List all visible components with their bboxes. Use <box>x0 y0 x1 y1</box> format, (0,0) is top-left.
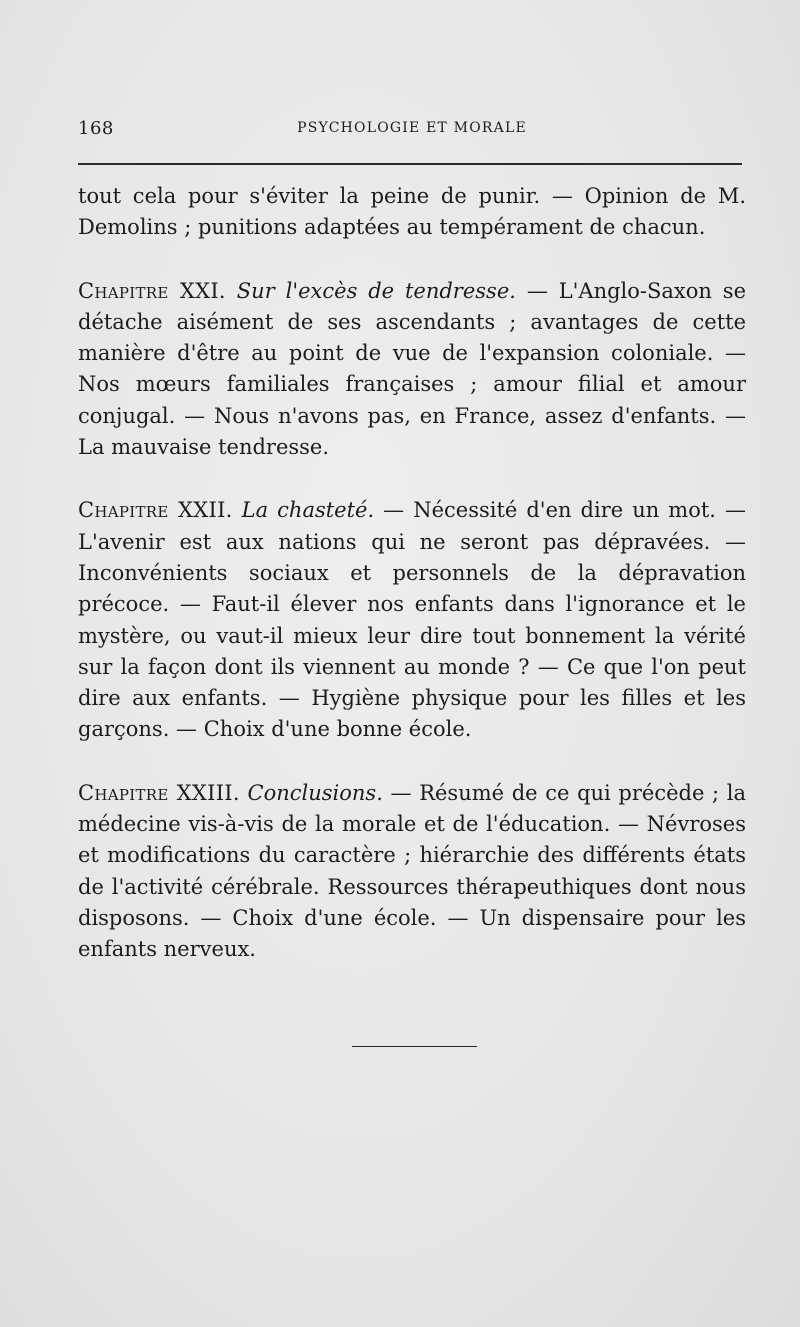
chapter-label: Chapitre XXII. <box>78 498 233 523</box>
chapter-label: Chapitre XXIII. <box>78 780 240 805</box>
running-title: PSYCHOLOGIE ET MORALE <box>297 120 527 136</box>
chapter-title: La chasteté. <box>241 498 375 523</box>
chapter-title: Conclusions. <box>247 780 383 805</box>
paragraph-chapter-23 <box>78 778 746 966</box>
page-body <box>78 181 746 998</box>
chapter-summary: — L'Anglo-Saxon se détache aisément de ses ascendants ; avantages de cette manière d'être au point de vue de l'expansion coloniale. — Nos mœurs familiales françaises ; amour filial et amour conjugal. — Nous n'avons pas, en France, assez d'enfants. — La mauvaise tendresse. <box>78 278 746 460</box>
section-end-rule <box>352 1046 477 1047</box>
paragraph-continuation <box>78 181 746 244</box>
chapter-title: Sur l'excès de tendresse. <box>236 278 516 303</box>
page-number: 168 <box>78 118 114 139</box>
header-rule <box>78 163 742 165</box>
chapter-summary: — Nécessité d'en dire un mot. — L'avenir est aux nations qui ne seront pas dépravées. — Inconvénients sociaux et personnels de la dépravation précoce. — Faut-il élever nos enfants dans l'ignorance et le mystère, ou vaut-il mieux leur dire tout bonnement la vérité sur la façon dont ils viennent au monde ? — Ce que l'on peut dire aux enfants. — Hygiène physique pour les filles et les garçons. — Choix d'une bonne école. <box>78 498 746 742</box>
paragraph-chapter-21 <box>78 276 746 464</box>
page-header <box>78 118 746 142</box>
chapter-summary: — Résumé de ce qui précède ; la médecine vis-à-vis de la morale et de l'éducation. — Névroses et modifications du caractère ; hiérarchie des différents états de l'activité cérébrale. Ressources thérapeuthiques dont nous disposons. — Choix d'une école. — Un dispensaire pour les enfants nerveux. <box>78 780 746 962</box>
paragraph-chapter-22 <box>78 495 746 745</box>
chapter-label: Chapitre XXI. <box>78 278 226 303</box>
paragraph-text: tout cela pour s'éviter la peine de punir. — Opinion de M. Demolins ; punitions adaptées au tempérament de chacun. <box>78 184 746 240</box>
